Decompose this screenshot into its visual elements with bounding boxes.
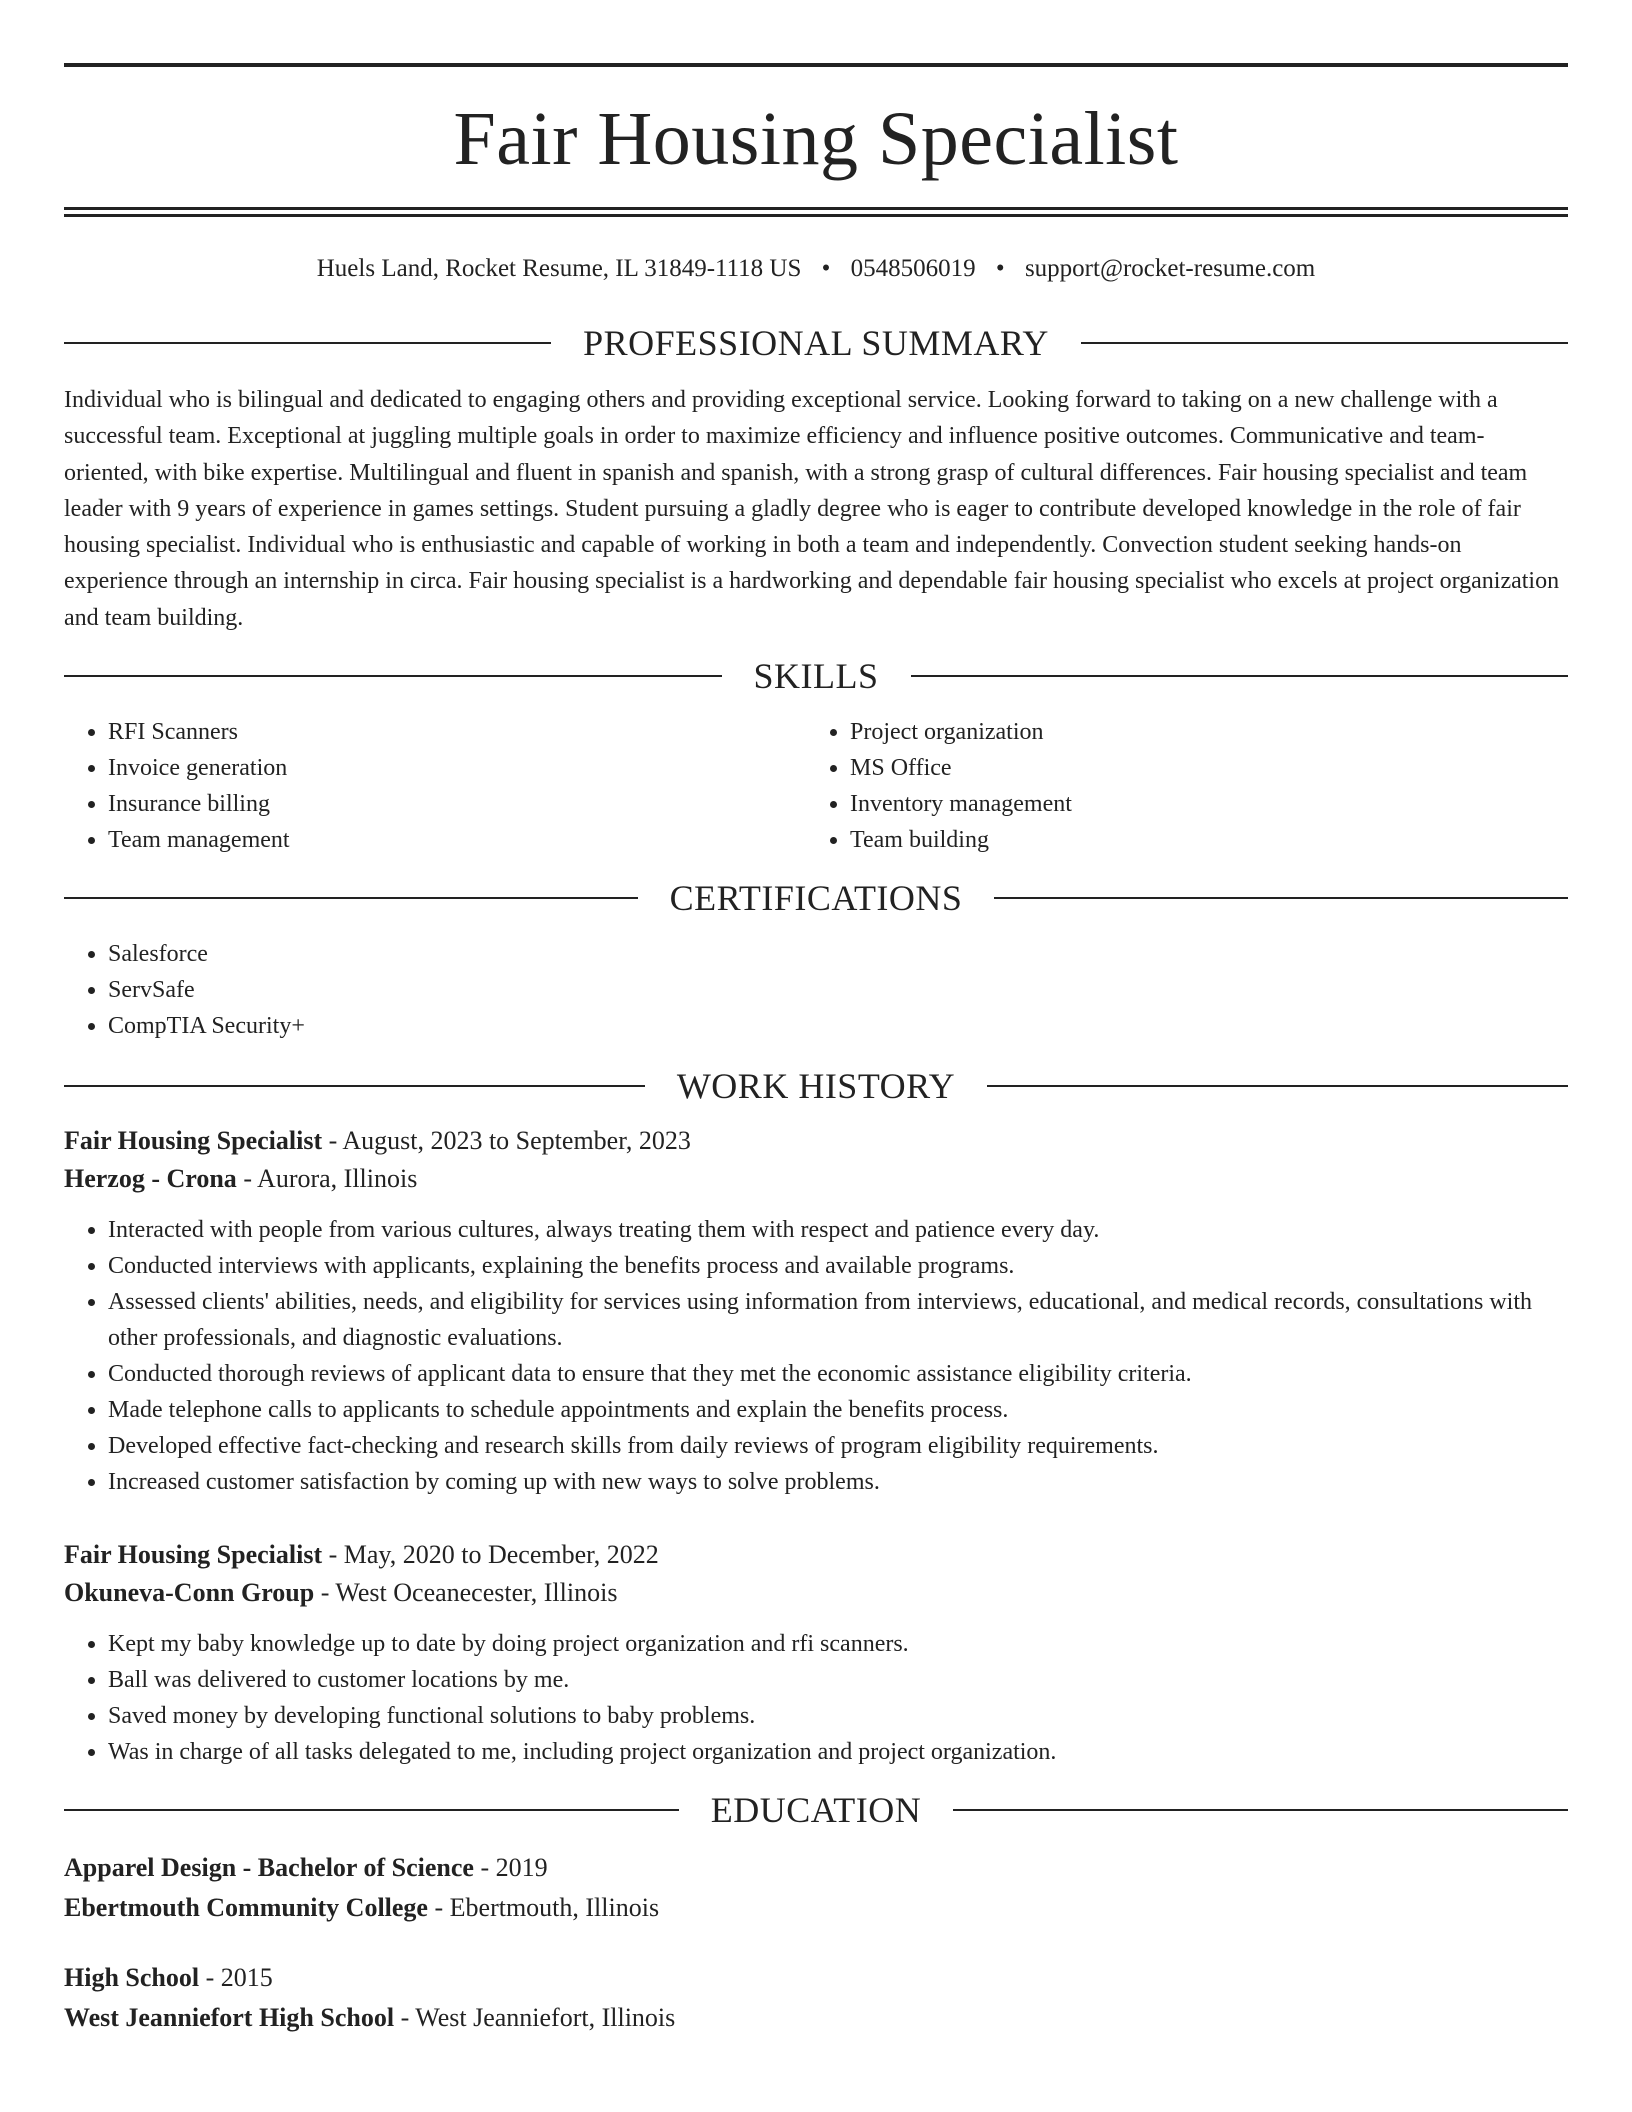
skills-heading [64, 654, 1568, 698]
job-location: - Aurora, Illinois [236, 1164, 418, 1194]
education-entry [64, 1958, 1568, 2038]
job-bullet: • Kept my baby knowledge up to date by doing project organization and rfi scanners. [108, 1626, 1568, 1662]
heading-rule [64, 897, 638, 899]
summary-heading-text: PROFESSIONAL SUMMARY [583, 323, 1049, 363]
skill-item: • Inventory management [850, 786, 1548, 822]
resume-title: Fair Housing Specialist [453, 97, 1179, 181]
contact-address: Huels Land, Rocket Resume, IL 31849-1118 US [316, 255, 802, 282]
skill-item: • RFI Scanners [108, 714, 806, 750]
contact-separator: • [821, 255, 831, 282]
work-heading-text: WORK HISTORY [676, 1066, 956, 1107]
job-title: Fair Housing Specialist [64, 1540, 323, 1570]
job-bullet: • Saved money by developing functional solutions to baby problems. [108, 1698, 1568, 1734]
summary-text: Individual who is bilingual and dedicated to engaging others and providing exceptional service. Looking forward to taking on a new challenge with a successful team. Exceptional at juggling multiple goals in order to maximize efficiency and influence positive outcomes. Communicative and team-oriented, with bike expertise. Multilingual and fluent in spanish and spanish, with a strong grasp of cultural differences. Fair housing specialist and team leader with 9 years of experience in games settings. Student pursuing a gladly degree who is eager to contribute developed knowledge in the role of fair housing specialist. Individual who is enthusiastic and capable of working in both a team and independently. Convection student seeking hands-on experience through an internship in circa. Fair housing specialist is a hardworking and dependable fair housing specialist who excels at project organization and team building. [64, 387, 1560, 631]
certifications-list [64, 936, 1568, 1044]
job-title: Fair Housing Specialist [64, 1126, 323, 1156]
heading-rule [994, 897, 1568, 899]
education-location: - West Jeanniefort, Illinois [394, 2003, 676, 2033]
job-title-line [64, 1536, 1568, 1574]
job-bullet: • Conducted thorough reviews of applicant data to ensure that they met the economic assistance eligibility criteria. [108, 1356, 1568, 1392]
job-bullets [64, 1626, 1568, 1770]
heading-rule [64, 675, 722, 677]
job-location: - West Oceanecester, Illinois [314, 1578, 618, 1608]
resume-page [64, 0, 1568, 2038]
education-degree: High School [64, 1963, 200, 1993]
job-bullet: • Was in charge of all tasks delegated to me, including project organization and project organization. [108, 1734, 1568, 1770]
job-bullet: • Increased customer satisfaction by coming up with new ways to solve problems. [108, 1464, 1568, 1500]
education-school-line [64, 1888, 1568, 1928]
education-school-line [64, 1998, 1568, 2038]
heading-rule [64, 1085, 645, 1087]
education-school: Ebertmouth Community College [64, 1893, 428, 1923]
skill-item: • Insurance billing [108, 786, 806, 822]
certification-item: • CompTIA Security+ [108, 1008, 1568, 1044]
job-bullet: • Made telephone calls to applicants to schedule appointments and explain the benefits process. [108, 1392, 1568, 1428]
job-company-line [64, 1574, 1568, 1612]
job-bullet: • Conducted interviews with applicants, explaining the benefits process and available programs. [108, 1248, 1568, 1284]
job-company: Herzog - Crona [64, 1164, 237, 1194]
education-entry [64, 1848, 1568, 1928]
job-entry [64, 1122, 1568, 1500]
job-company: Okuneva-Conn Group [64, 1578, 315, 1608]
job-bullet: • Ball was delivered to customer locations by me. [108, 1662, 1568, 1698]
skill-item: • Team building [850, 822, 1548, 858]
education-location: - Ebertmouth, Illinois [427, 1893, 660, 1923]
education-degree: Apparel Design - Bachelor of Science [64, 1853, 474, 1883]
education-degree-line [64, 1848, 1568, 1888]
job-bullet: • Interacted with people from various cultures, always treating them with respect and patience every day. [108, 1212, 1568, 1248]
job-company-line [64, 1160, 1568, 1198]
education-year: - 2019 [473, 1853, 548, 1883]
education-heading [64, 1788, 1568, 1832]
heading-rule [64, 1809, 679, 1811]
double-rule [64, 207, 1568, 217]
certifications-heading [64, 876, 1568, 920]
heading-rule [911, 675, 1569, 677]
job-title-line [64, 1122, 1568, 1160]
skills-column-right [806, 714, 1548, 858]
contact-phone: 0548506019 [850, 255, 976, 282]
skill-item: • Project organization [850, 714, 1548, 750]
job-dates: - May, 2020 to December, 2022 [322, 1540, 659, 1570]
skills-column-left [64, 714, 806, 858]
job-bullet: • Assessed clients' abilities, needs, and eligibility for services using information from interviews, educational, and medical records, consultations with other professionals, and diagnostic evaluations. [108, 1284, 1568, 1356]
skill-item: • Invoice generation [108, 750, 806, 786]
education-year: - 2015 [199, 1963, 273, 1993]
education-degree-line [64, 1958, 1568, 1998]
skills-list [64, 714, 1568, 858]
certification-item: • Salesforce [108, 936, 1568, 972]
skill-item: • MS Office [850, 750, 1548, 786]
job-bullets [64, 1212, 1568, 1500]
job-dates: - August, 2023 to September, 2023 [322, 1126, 691, 1156]
heading-rule [953, 1809, 1568, 1811]
contact-email: support@rocket-resume.com [1024, 255, 1316, 282]
skills-heading-text: SKILLS [753, 656, 879, 697]
education-heading-text: EDUCATION [710, 1790, 922, 1831]
skill-item: • Team management [108, 822, 806, 858]
top-rule [64, 63, 1568, 67]
contact-separator: • [995, 255, 1005, 282]
job-bullet: • Developed effective fact-checking and research skills from daily reviews of program eligibility requirements. [108, 1428, 1568, 1464]
heading-rule [64, 342, 551, 344]
certification-item: • ServSafe [108, 972, 1568, 1008]
work-heading [64, 1064, 1568, 1108]
certifications-heading-text: CERTIFICATIONS [669, 878, 963, 919]
contact-line [64, 253, 1568, 285]
job-entry [64, 1536, 1568, 1770]
heading-rule [987, 1085, 1568, 1087]
education-school: West Jeanniefort High School [64, 2003, 395, 2033]
heading-rule [1081, 342, 1568, 344]
summary-heading [64, 321, 1568, 365]
